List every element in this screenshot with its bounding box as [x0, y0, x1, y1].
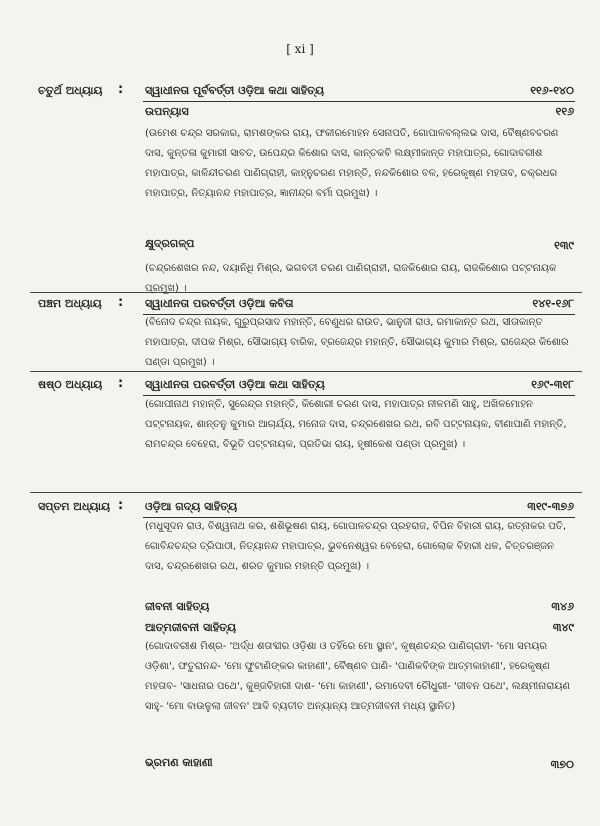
author-list: (ଚନ୍ଦ୍ରଶେଖର ନନ୍ଦ, ଦୟାନିଧି ମିଶ୍ର, ଭଗବତୀ ଚରଣ ପାଣିଗ୍ରାହୀ, ରାଜକିଶୋର ରାୟ, ରାଜକିଶୋର ପଟ୍ଟନାୟକ ପ୍ରମୁଖ) ।	[145, 263, 557, 294]
chapter-title: ସ୍ୱାଧୀନତା ପରବର୍ତ୍ତୀ ଓଡ଼ିଆ କବିତା	[145, 297, 294, 310]
chapter-title: ସ୍ୱାଧୀନତା ପୂର୍ବବର୍ତ୍ତୀ ଓଡ଼ିଆ କଥା ସାହିତ୍ୟ	[145, 84, 325, 97]
colon: :	[118, 376, 124, 391]
chapter-label: ଷଷ୍ଠ ଅଧ୍ୟାୟ	[38, 378, 103, 391]
author-list: (ଗୋଦାବରୀଶ ମିଶ୍ର- 'ଅର୍ଦ୍ଧ ଶତାବ୍ଦୀର ଓଡ଼ିଶା ଓ ତହିଁରେ ମୋ ସ୍ଥାନ', କୃଷ୍ଣଚନ୍ଦ୍ର ପାଣିଗ୍ରାହୀ- 'ମୋ ସମୟର ଓଡ଼ିଶା', ଫତୁରାନନ୍ଦ- 'ମୋ ଫୁଟାଣିଙ୍କର କାହାଣୀ', ବୈଷ୍ଣବ ପାଣି- 'ପାଣିକବିଙ୍କ ଆତ୍ମକାହାଣୀ', ହରେକୃଷ୍ଣ ମହତାବ- 'ସାଧନାର ପଥେ', କୁଞ୍ଜବିହାରୀ ଦାଶ- 'ମୋ କାହାଣୀ', ରମାଦେବୀ ଚୌଧୁରୀ- 'ଜୀବନ ପଥେ', ଲକ୍ଷ୍ମୀନାରାୟଣ ସାହୁ- 'ମୋ ବାଉଳୁଲା ଜୀବନ' ଆଦି ବ୍ୟତୀତ ଅନ୍ୟାନ୍ୟ ଆତ୍ମଜୀବନୀ ମଧ୍ୟ ସ୍ଥାନିତ)	[145, 641, 571, 712]
author-list: (ଉମେଶ ଚନ୍ଦ୍ର ସରକାର, ରାମଶଙ୍କର ରାୟ, ଫକୀରମୋହନ ସେନାପତି, ଗୋପାଳବଲ୍ଲଭ ଦାସ, ବୈଷ୍ଣବଚରଣ ଦାସ, କୁନ୍ତଳା କୁମାରୀ ସାବତ, ଉପେନ୍ଦ୍ର କିଶୋର ଦାସ, କାନ୍ତକବି ଲକ୍ଷ୍ମୀକାନ୍ତ ମହାପାତ୍ର, ଗୋଦାବରୀଶ ମହାପାତ୍ର, କାଳିନ୍ଦୀଚରଣ ପାଣିଗ୍ରାହୀ, କାହ୍ନୁଚରଣ ମହାନ୍ତି, ନନ୍ଦକିଶୋର ବଳ, ହରେକୃଷ୍ଣ ମହତାବ, ଚକ୍ରଧର ମହାପାତ୍ର, ନିତ୍ୟାନନ୍ଦ ମହାପାତ୍ର, ଜ୍ଞାନୀନ୍ଦ୍ର ବର୍ମା ପ୍ରମୁଖ) ।	[145, 128, 559, 199]
chapter-pages: ୧୬୯-୩୧୮	[531, 378, 574, 391]
subsection-page: ୧୧୬	[555, 105, 574, 118]
colon: :	[118, 82, 124, 97]
chapter-label: ସପ୍ତମ ଅଧ୍ୟାୟ	[38, 500, 111, 513]
section-divider	[30, 492, 582, 493]
colon: :	[118, 295, 124, 310]
author-list: (ଗୋପୀନାଥ ମହାନ୍ତି, ସୁରେନ୍ଦ୍ର ମହାନ୍ତି, କିଶୋରୀ ଚରଣ ଦାସ, ମହାପାତ୍ର ନୀଳମଣି ସାହୁ, ଅଖିଳମୋହନ ପଟ୍ଟନାୟକ, ଶାନ୍ତନୁ କୁମାର ଆଚାର୍ଯ୍ୟ, ମନୋଜ ଦାସ, ଚନ୍ଦ୍ରଶେଖର ରଥ, ରବି ପଟ୍ଟନାୟକ, ବୀଣାପାଣି ମହାନ୍ତି, ରାମଚନ୍ଦ୍ର ବେହେରା, ବିଭୂତି ପଟ୍ଟନାୟକ, ପ୍ରତିଭା ରାୟ, ହୃଷୀକେଶ ପଣ୍ଡା ପ୍ରମୁଖ) ।	[145, 399, 567, 450]
chapter-title: ସ୍ୱାଧୀନତା ପରବର୍ତ୍ତୀ ଓଡ଼ିଆ କଥା ସାହିତ୍ୟ	[145, 378, 325, 391]
subsection-page: ୩୪୯	[552, 621, 574, 634]
subsection-heading: କ୍ଷୁଦ୍ରଗଳ୍ପ	[145, 237, 195, 250]
chapter-pages: ୧୪୧-୧୬୮	[532, 297, 574, 310]
subsection-heading: ଉପନ୍ୟାସ	[145, 105, 189, 118]
subsection-heading: ଭ୍ରମଣ କାହାଣୀ	[145, 756, 213, 769]
author-list: (ବିନୋଦ ଚନ୍ଦ୍ର ନାୟକ, ଗୁରୁପ୍ରସାଦ ମହାନ୍ତି, ବେଣୁଧର ରାଉତ, ଭାନୁଜୀ ରାଓ, ରମାକାନ୍ତ ରଥ, ସୀତାକାନ୍ତ ମହାପାତ୍ର, ଦୀପକ ମିଶ୍ର, ସୌଭାଗ୍ୟ ବାରିକ, ବ୍ରଜେନ୍ଦ୍ର ମହାନ୍ତି, ସୌଭାଗ୍ୟ କୁମାର ମିଶ୍ର, ରାଜେନ୍ଦ୍ର କିଶୋର ପଣ୍ଡା ପ୍ରମୁଖ) ।	[145, 317, 569, 368]
section-divider	[30, 371, 582, 372]
subsection-heading: ଜୀବନୀ ସାହିତ୍ୟ	[145, 600, 210, 613]
author-list: (ମଧୁସୂଦନ ରାଓ, ବିଶ୍ୱନାଥ କର, ଶଶିଭୂଷଣ ରାୟ, ଗୋପାଳଚନ୍ଦ୍ର ପ୍ରହରାଜ, ବିପିନ ବିହାରୀ ରାୟ, ରତ୍ନାକର ପତି, ଗୋବିନ୍ଦଚନ୍ଦ୍ର ତ୍ରିପାଠୀ, ନିତ୍ୟାନନ୍ଦ ମହାପାତ୍ର, ଭୁବନେଶ୍ୱର ବେହେରା, ଗୋଲୋକ ବିହାରୀ ଧଳ, ଚିତ୍ତରଞ୍ଜନ ଦାସ, ଚନ୍ଦ୍ରଶେଖର ରଥ, ଶରତ କୁମାର ମହାନ୍ତି ପ୍ରମୁଖ) ।	[145, 521, 567, 572]
colon: :	[118, 498, 124, 513]
page-number: [ xi ]	[286, 42, 314, 56]
chapter-label: ପଞ୍ଚମ ଅଧ୍ୟାୟ	[38, 297, 102, 310]
title-underline	[143, 101, 575, 102]
chapter-pages: ୩୧୯-୩୭୬	[527, 500, 574, 513]
chapter-title: ଓଡ଼ିଆ ଗଦ୍ୟ ସାହିତ୍ୟ	[145, 500, 238, 513]
subsection-page: ୩୪୬	[551, 600, 574, 613]
subsection-page: ୩୭୦	[550, 758, 574, 771]
section-divider	[30, 292, 582, 293]
subsection-heading: ଆତ୍ମଜୀବନୀ ସାହିତ୍ୟ	[145, 621, 237, 634]
chapter-pages: ୧୧୬-୧୪୦	[530, 84, 574, 97]
subsection-page: ୧୩୯	[554, 239, 574, 252]
chapter-label: ଚତୁର୍ଥ ଅଧ୍ୟାୟ	[38, 84, 103, 97]
